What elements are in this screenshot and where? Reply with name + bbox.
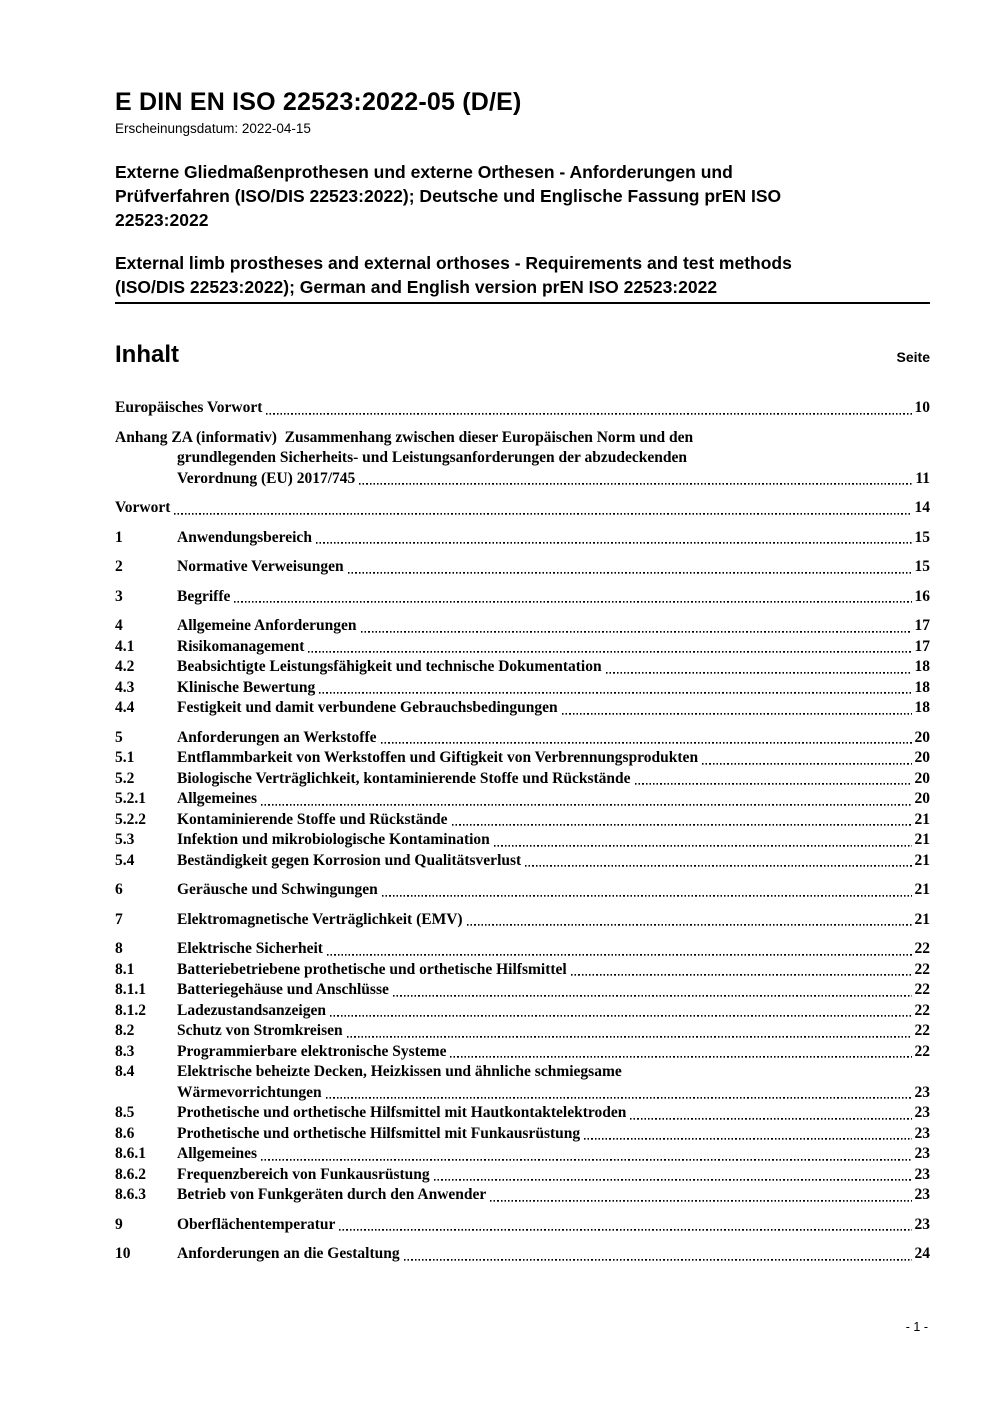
dot-leader (494, 830, 912, 851)
title-german-line: Prüfverfahren (ISO/DIS 22523:2022); Deutsche und Englische Fassung prEN ISO (115, 186, 782, 206)
title-german (115, 160, 930, 232)
toc-entry-title: Frequenzbereich von Funkausrüstung (177, 1165, 430, 1183)
toc-entry-number: 5.4 (115, 851, 135, 869)
toc-entry-title: Allgemeines (177, 790, 258, 807)
toc-entry-lastline (115, 469, 930, 490)
toc-entry-lastline (177, 1144, 930, 1165)
toc-entry-title: Beabsichtigte Leistungsfähigkeit und technische Dokumentation (177, 658, 602, 675)
toc-entry (115, 960, 930, 981)
toc-entry-page: 17 (914, 637, 930, 655)
dot-leader (490, 1185, 911, 1206)
toc-entry-lastline (177, 637, 930, 658)
toc-entry-page: 23 (914, 1165, 930, 1183)
toc-entry-page: 22 (914, 960, 930, 978)
toc-entry (115, 880, 930, 901)
toc-entry-lastline (177, 1124, 930, 1145)
toc-entry-page: 23 (914, 1083, 930, 1101)
toc-entry-number: 8.1.2 (115, 1001, 146, 1019)
toc-entry-lastline (177, 980, 930, 1001)
toc-entry-lastline (177, 587, 930, 608)
toc-entry-page: 20 (914, 790, 930, 807)
title-english (115, 251, 930, 299)
toc-entry-title: Infektion und mikrobiologische Kontamination (177, 831, 490, 848)
toc-entry-lastline (177, 880, 930, 901)
toc-entry (115, 1001, 930, 1022)
toc-entry-lastline (177, 1042, 930, 1063)
dot-leader (635, 769, 912, 790)
toc-entry (115, 1124, 930, 1145)
toc-entry (115, 830, 930, 851)
toc-entry-number: 8 (115, 940, 123, 957)
toc-entry-lastline (177, 1215, 930, 1236)
toc-entry-page: 22 (914, 1001, 930, 1019)
toc-entry (115, 789, 930, 810)
toc-entry-title: Batteriebetriebene prothetische und orthetische Hilfsmittel (177, 960, 567, 978)
dot-leader (316, 528, 912, 549)
toc-entry (115, 980, 930, 1001)
toc-entry-number: 8.2 (115, 1022, 135, 1039)
toc-entry (115, 557, 930, 578)
toc-entry-title: Elektrische Sicherheit (177, 940, 323, 957)
toc-entry-title: Anwendungsbereich (177, 528, 312, 546)
toc-entry-title: Klinische Bewertung (177, 678, 316, 696)
toc-entry-lastline (115, 498, 930, 519)
toc-entry-title: Festigkeit und damit verbundene Gebrauchsbedingungen (177, 699, 558, 716)
toc-entry-title: Programmierbare elektronische Systeme (177, 1042, 447, 1060)
toc-header-row (115, 341, 930, 369)
toc-entry-title: Europäisches Vorwort (115, 399, 263, 416)
toc-entry-number: 8.6 (115, 1124, 135, 1142)
toc-entry-title: Allgemeine Anforderungen (177, 617, 357, 634)
toc-entry-page: 22 (914, 940, 930, 957)
toc-entry (115, 428, 930, 490)
dot-leader (382, 880, 912, 901)
toc-entry-lastline (177, 728, 930, 749)
dot-leader (326, 1083, 912, 1104)
toc-entry-number: 5 (115, 728, 123, 746)
toc-entry-title: Prothetische und orthetische Hilfsmittel mit Funkausrüstung (177, 1124, 581, 1142)
dot-leader (381, 728, 912, 749)
document-page (115, 0, 930, 1265)
toc-entry-title: Batteriegehäuse und Anschlüsse (177, 981, 389, 998)
dot-leader (584, 1124, 911, 1145)
dot-leader (562, 698, 912, 719)
toc-entry-number: 8.5 (115, 1104, 135, 1121)
toc-entry-title: Schutz von Stromkreisen (177, 1022, 343, 1039)
toc-entry-title: Wärmevorrichtungen (177, 1083, 322, 1101)
toc-entry-lastline (177, 1103, 930, 1124)
toc-entry-lastline (177, 698, 930, 719)
toc-entry-number: 9 (115, 1215, 123, 1233)
toc-entry-lastline (177, 1083, 930, 1104)
dot-leader (347, 1021, 912, 1042)
toc-entry-number: 5.1 (115, 749, 135, 766)
toc-entry-number: 8.1 (115, 960, 135, 978)
dot-leader (234, 587, 911, 608)
toc-entry-page: 23 (914, 1186, 930, 1203)
dot-leader (339, 1215, 911, 1236)
toc-entry-page: 24 (914, 1245, 930, 1262)
toc-entry-title: Begriffe (177, 587, 231, 605)
toc-entry-page: 21 (914, 910, 930, 928)
toc-entry-number: 8.4 (115, 1063, 135, 1080)
toc-entry-page: 16 (914, 587, 930, 605)
toc-entry-lastline (177, 789, 930, 810)
toc-entry-lastline (177, 769, 930, 790)
toc-entry-page: 18 (914, 658, 930, 675)
toc-entry-title: Biologische Verträglichkeit, kontaminierende Stoffe und Rückstände (177, 769, 631, 787)
toc-entry-number: 10 (115, 1245, 131, 1262)
toc-entry-page: 23 (914, 1215, 930, 1233)
dot-leader (450, 1042, 911, 1063)
dot-leader (361, 616, 912, 637)
toc-entry-lastline (177, 851, 930, 872)
toc-entry-page: 21 (914, 881, 930, 898)
dot-leader (261, 1144, 911, 1165)
toc-entry-title: Betrieb von Funkgeräten durch den Anwender (177, 1186, 487, 1203)
toc-entry-page: 21 (914, 810, 930, 828)
dot-leader (630, 1103, 911, 1124)
toc-entry-page: 15 (914, 558, 930, 575)
toc-entry-number: 5.2.1 (115, 790, 146, 807)
dot-leader (261, 789, 911, 810)
toc-entry-lastline (177, 528, 930, 549)
toc-entry-title: Geräusche und Schwingungen (177, 881, 378, 898)
toc-entry (115, 498, 930, 519)
dot-leader (393, 980, 912, 1001)
toc-entry (115, 1215, 930, 1236)
toc-entry-number: 5.3 (115, 831, 135, 848)
toc-entry (115, 769, 930, 790)
toc-entry-page: 14 (914, 499, 930, 516)
toc-entry-page: 20 (914, 749, 930, 766)
toc-entry-lastline (177, 830, 930, 851)
toc-entry-lastline (177, 939, 930, 960)
toc-entry-lastline (177, 1185, 930, 1206)
toc-entry-lastline (177, 1001, 930, 1022)
toc-entry-title: Anforderungen an Werkstoffe (177, 728, 377, 746)
dot-leader (359, 469, 912, 490)
dot-leader (452, 810, 912, 831)
toc-entry-page: 10 (914, 399, 930, 416)
toc-entry (115, 1185, 930, 1206)
toc-entry (115, 910, 930, 931)
toc-entry-number: 1 (115, 528, 123, 546)
toc-entry-number: 8.6.3 (115, 1186, 146, 1203)
toc-entry-page: 22 (914, 1022, 930, 1039)
toc-entry-title: Risikomanagement (177, 637, 305, 655)
toc-entry-page: 22 (914, 1042, 930, 1060)
toc-entry-page: 20 (914, 728, 930, 746)
toc-entry-number: 5.2.2 (115, 810, 146, 828)
toc-entry-page: 20 (914, 769, 930, 787)
toc-entry-page: 18 (914, 699, 930, 716)
toc-entry-title: Entflammbarkeit von Werkstoffen und Giftigkeit von Verbrennungsprodukten (177, 749, 699, 766)
toc-entry-lastline (177, 910, 930, 931)
toc-entry-number: 5.2 (115, 769, 135, 787)
title-german-line: 22523:2022 (115, 210, 209, 230)
dot-leader (327, 939, 912, 960)
toc-entry (115, 698, 930, 719)
toc-entry (115, 528, 930, 549)
toc-entry-number: 3 (115, 587, 123, 605)
toc-entry (115, 1244, 930, 1265)
dot-leader (606, 657, 912, 678)
dot-leader (174, 498, 911, 519)
page-number-footer: - 1 - (905, 1320, 928, 1334)
toc-entry-number: 8.6.2 (115, 1165, 146, 1183)
toc-entry-lastline (115, 398, 930, 419)
toc-entry (115, 587, 930, 608)
dot-leader (702, 748, 911, 769)
toc-entry-page: 23 (914, 1145, 930, 1162)
toc-entry (115, 728, 930, 749)
toc-entry-number: 6 (115, 881, 123, 898)
page-column-label: Seite (896, 349, 930, 365)
toc-entry (115, 678, 930, 699)
toc-entry-lastline (177, 1244, 930, 1265)
toc-entry-lastline (177, 657, 930, 678)
toc-entry (115, 1062, 930, 1103)
toc-heading: Inhalt (115, 341, 179, 368)
toc-entry-number: 4.1 (115, 637, 135, 655)
toc-entry-lastline (177, 1021, 930, 1042)
toc-entry (115, 1144, 930, 1165)
dot-leader (571, 960, 912, 981)
toc-entry-title: Ladezustandsanzeigen (177, 1001, 326, 1019)
dot-leader (348, 557, 912, 578)
toc-entry-page: 23 (914, 1124, 930, 1142)
toc-entry-number: 8.3 (115, 1042, 135, 1060)
toc-entry (115, 616, 930, 637)
dot-leader (319, 678, 911, 699)
toc-entry-title: Anforderungen an die Gestaltung (177, 1245, 400, 1262)
toc-entry (115, 1103, 930, 1124)
toc-entry-lastline (177, 748, 930, 769)
dot-leader (308, 637, 911, 658)
toc-entry-page: 21 (914, 831, 930, 848)
toc-entry-page: 21 (914, 851, 930, 869)
toc-entry-page: 11 (915, 469, 930, 487)
toc-entry-lastline (177, 960, 930, 981)
toc-entry (115, 810, 930, 831)
toc-entry-number: 4.3 (115, 678, 135, 696)
dot-leader (266, 398, 911, 419)
toc-entry-page: 18 (914, 678, 930, 696)
toc-entry (115, 851, 930, 872)
toc-entry (115, 398, 930, 419)
toc-entry-title: Verordnung (EU) 2017/745 (177, 469, 356, 487)
dot-leader (467, 910, 912, 931)
toc-entry (115, 1165, 930, 1186)
toc-entry-title: Vorwort (115, 499, 171, 516)
toc-entry-title: Kontaminierende Stoffe und Rückstände (177, 810, 448, 828)
toc-entry-line: Elektrische beheizte Decken, Heizkissen und ähnliche schmiegsame (177, 1063, 622, 1080)
title-english-line: (ISO/DIS 22523:2022); German and English version prEN ISO 22523:2022 (115, 277, 718, 297)
toc-entry-lastline (177, 616, 930, 637)
document-code: E DIN EN ISO 22523:2022-05 (D/E) (115, 88, 522, 116)
toc-entry-title: Elektromagnetische Verträglichkeit (EMV) (177, 910, 463, 928)
toc-entry (115, 1021, 930, 1042)
dot-leader (330, 1001, 912, 1022)
toc-list (115, 398, 930, 1265)
toc-entry-lastline (177, 557, 930, 578)
toc-entry (115, 657, 930, 678)
toc-entry (115, 939, 930, 960)
toc-entry-lastline (177, 1165, 930, 1186)
toc-entry-number: 8.6.1 (115, 1145, 146, 1162)
toc-entry-lastline (177, 810, 930, 831)
toc-entry-title: Oberflächentemperatur (177, 1215, 336, 1233)
toc-entry-page: 17 (914, 617, 930, 634)
title-english-line: External limb prostheses and external orthoses - Requirements and test methods (115, 253, 792, 273)
toc-entry-title: Allgemeines (177, 1145, 258, 1162)
toc-entry-page: 22 (914, 981, 930, 998)
title-german-line: Externe Gliedmaßenprothesen und externe Orthesen - Anforderungen und (115, 162, 733, 182)
toc-entry-number: 2 (115, 558, 123, 575)
toc-entry (115, 1042, 930, 1063)
toc-entry-number: 4 (115, 617, 123, 634)
toc-entry-number: 4.2 (115, 658, 135, 675)
dot-leader (525, 851, 911, 872)
toc-entry-number: 8.1.1 (115, 981, 146, 998)
dot-leader (434, 1165, 912, 1186)
dot-leader (404, 1244, 912, 1265)
release-date: Erscheinungsdatum: 2022-04-15 (115, 121, 311, 136)
toc-entry-lastline (177, 678, 930, 699)
toc-entry-title: Prothetische und orthetische Hilfsmittel mit Hautkontaktelektroden (177, 1104, 627, 1121)
title-divider (115, 302, 930, 304)
toc-entry-title: Beständigkeit gegen Korrosion und Qualitätsverlust (177, 851, 522, 869)
toc-entry-title: Normative Verweisungen (177, 558, 344, 575)
toc-entry-number: 7 (115, 910, 123, 928)
toc-entry-line: Anhang ZA (informativ) Zusammenhang zwischen dieser Europäischen Norm und den (115, 428, 694, 446)
toc-entry-number: 4.4 (115, 699, 135, 716)
toc-entry-page: 15 (914, 528, 930, 546)
toc-entry-line: grundlegenden Sicherheits- und Leistungsanforderungen der abzudeckenden (177, 449, 687, 466)
toc-entry (115, 748, 930, 769)
toc-entry-page: 23 (914, 1104, 930, 1121)
toc-entry (115, 637, 930, 658)
